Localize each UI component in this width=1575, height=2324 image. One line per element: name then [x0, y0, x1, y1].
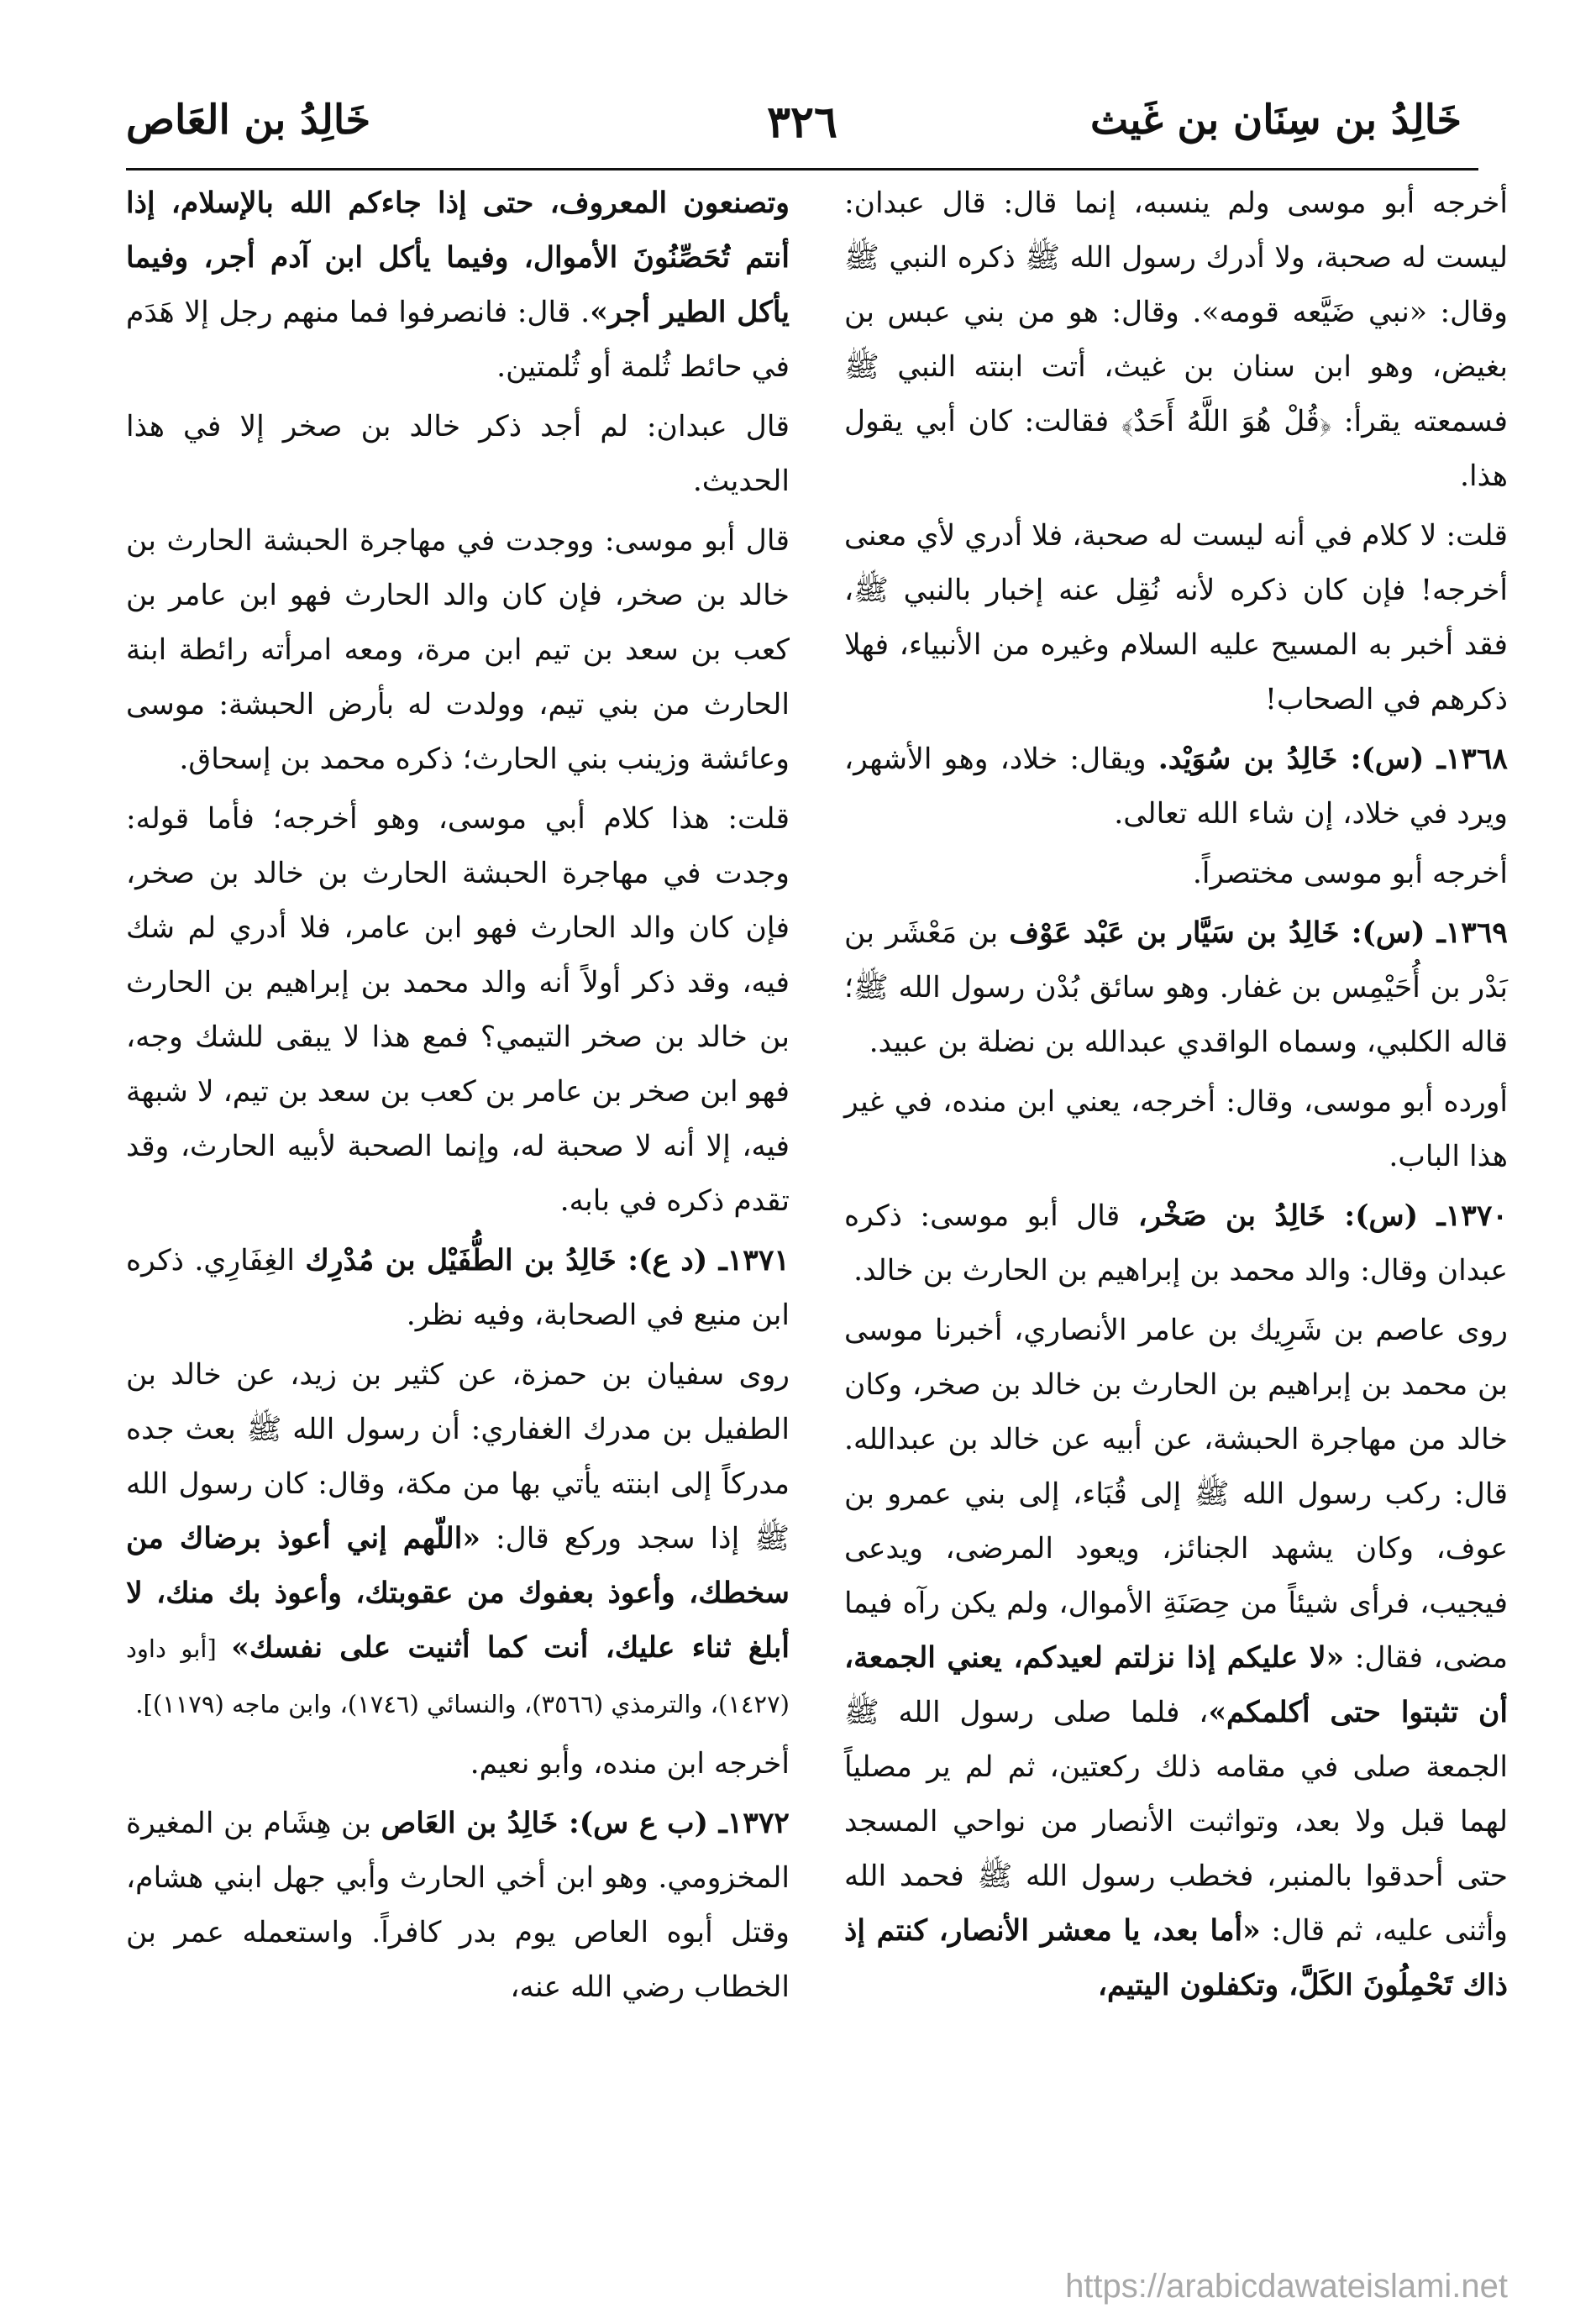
paragraph-text: روى سفيان بن حمزة، عن كثير بن زيد، عن خالد بن الطفيل بن مدرك الغفاري: أن رسول الله ﷺ بعث جده مدركاً إلى ابنته يأتي بها من مكة، وقال: كان رسول الله ﷺ إذا سجد وركع قال:	[126, 1358, 790, 1555]
paragraph	[844, 1304, 1508, 2013]
paragraph	[126, 1348, 790, 1732]
running-title-left: خَالِدُ بن العَاص	[126, 97, 371, 144]
citation-reference: [أبو داود (١٤٢٧)، والترمذي (٣٥٦٦)، والنسائي (١٧٤٦)، وابن ماجه (١١٧٩)].	[126, 1634, 790, 1718]
paragraph: قلت: لا كلام في أنه ليست له صحبة، فلا أدري لأي معنى أخرجه! فإن كان ذكره لأنه نُقِل عنه إخبار بالنبي ﷺ، فقد أخبر به المسيح عليه السلام وغيره من الأنبياء، فهلا ذكرهم في الصحاب!	[844, 519, 1508, 716]
paragraph	[126, 176, 790, 395]
entry-heading: ١٣٦٨ـ (س): خَالِدُ بن سُوَيْد.	[1158, 742, 1508, 776]
hadith-quote: «اللّهم إني أعوذ برضاك من سخطك، وأعوذ بعفوك من عقوبتك، وأعوذ بك منك، لا أبلغ ثناء عليك، أنت كما أثنيت على نفسك»	[126, 1522, 790, 1665]
paragraph-text: ، فلما صلى رسول الله ﷺ الجمعة صلى في مقامه ذلك ركعتين، ثم لم ير مصلياً لهما قبل ولا بعد، وتواثبت الأنصار من نواحي المسجد حتى أحدقوا بالمنبر، فخطب رسول الله ﷺ فحمد الله وأثنى عليه، ثم قال:	[844, 1696, 1508, 1948]
paragraph-text: روى عاصم بن شَرِيك بن عامر الأنصاري، أخبرنا موسى بن محمد بن إبراهيم بن الحارث بن خالد بن صخر، وكان خالد من مهاجرة الحبشة، عن أبيه عن خالد بن عبدالله. قال: ركب رسول الله ﷺ إلى قُبَاء، إلى بني عمرو بن عوف، وكان يشهد الجنائز، ويعود المرضى، ويدعى فيجيب، فرأى شيئاً من حِصَنَةِ الأموال، ولم يكن رآه فيما مضى، فقال:	[844, 1314, 1508, 1675]
entry-heading: ١٣٧٠ـ (س): خَالِدُ بن صَخْر،	[1137, 1199, 1508, 1233]
entry-text: ويقال: خلاد، وهو الأشهر، ويرد في خلاد، إن شاء الله تعالى.	[844, 742, 1508, 831]
running-title-right: خَالِدُ بن سِنَان بن غَيث	[1089, 97, 1462, 144]
page-number: ٣٢٦	[767, 97, 837, 148]
biography-entry	[844, 732, 1508, 842]
paragraph: أورده أبو موسى، وقال: أخرجه، يعني ابن منده، في غير هذا الباب.	[844, 1085, 1508, 1173]
right-column	[844, 176, 1508, 2018]
entry-heading: ١٣٧١ـ (د ع): خَالِدُ بن الطُّفَيْل بن مُدْرِك	[305, 1244, 790, 1277]
entry-heading: ١٣٧٢ـ (ب ع س): خَالِدُ بن العَاص	[381, 1807, 790, 1840]
left-column	[126, 176, 790, 2020]
biography-entry	[844, 906, 1508, 1070]
paragraph-text: . قال: فانصرفوا فما منهم رجل إلا هَدَم في حائط ثُلمة أو ثُلمتين.	[126, 296, 790, 384]
entry-heading: ١٣٦٩ـ (س): خَالِدُ بن سَيَّار بن عَبْد عَوْف	[1009, 916, 1508, 950]
paragraph: أخرجه ابن منده، وأبو نعيم.	[470, 1747, 790, 1781]
entry-text: قال أبو موسى: ذكره عبدان وقال: والد محمد بن إبراهيم بن الحارث بن خالد.	[844, 1199, 1508, 1288]
biography-entry	[126, 1234, 790, 1343]
paragraph: قلت: هذا كلام أبي موسى، وهو أخرجه؛ فأما قوله: وجدت في مهاجرة الحبشة الحارث بن خالد بن صخر، فإن كان والد الحارث فهو ابن عامر، فلا أدري لم شك فيه، وقد ذكر أولاً أنه والد محمد بن إبراهيم بن الحارث بن خالد بن صخر التيمي؟ فمع هذا لا يبقى للشك وجه، فهو ابن صخر بن عامر بن كعب بن سعد بن تيم، لا شبهة فيه، إلا أنه لا صحبة له، وإنما الصحبة لأبيه الحارث، وقد تقدم ذكره في بابه.	[126, 802, 790, 1218]
paragraph: أخرجه أبو موسى مختصراً.	[1192, 857, 1508, 890]
hadith-quote: «أما بعد، يا معشر الأنصار، كنتم إذ ذاك تَحْمِلُونَ الكَلَّ، وتكفلون اليتيم،	[844, 1914, 1508, 2002]
biography-entry	[126, 1797, 790, 2015]
paragraph: قال عبدان: لم أجد ذكر خالد بن صخر إلا في هذا الحديث.	[126, 410, 790, 498]
entry-text: بن هِشَام بن المغيرة المخزومي. وهو ابن أخي الحارث وأبي جهل ابني هشام، وقتل أبوه العاص يوم بدر كافراً. واستعمله عمر بن الخطاب رضي الله عنه،	[126, 1807, 790, 2004]
entry-text: الغِفَارِي. ذكره ابن منيع في الصحابة، وفيه نظر.	[126, 1244, 790, 1332]
paragraph: أخرجه أبو موسى ولم ينسبه، إنما قال: قال عبدان: ليست له صحبة، ولا أدرك رسول الله ﷺ ذكره النبي ﷺ وقال: «نبي ضَيَّعه قومه». وقال: هو من بني عبس بن بغيض، وهو ابن سنان بن غيث، أتت ابنته النبي ﷺ فسمعته يقرأ: ﴿قُلْ هُوَ اللَّهُ أَحَدٌ﴾ فقالت: كان أبي يقول هذا.	[844, 186, 1508, 493]
biography-entry	[844, 1189, 1508, 1298]
entry-text: بن مَعْشَر بن بَدْر بن أُحَيْمِس بن غفار. وهو سائق بُدْن رسول الله ﷺ؛ قاله الكلبي، وسماه الواقدي عبدالله بن نضلة بن عبيد.	[844, 916, 1508, 1059]
paragraph: قال أبو موسى: ووجدت في مهاجرة الحبشة الحارث بن خالد بن صخر، فإن كان والد الحارث فهو ابن عامر بن كعب بن سعد بن تيم ابن مرة، ومعه امرأته رائطة ابنة الحارث من بني تيم، وولدت له بأرض الحبشة: موسى وعائشة وزينب بني الحارث؛ ذكره محمد بن إسحاق.	[126, 524, 790, 776]
hadith-quote: وتصنعون المعروف، حتى إذا جاءكم الله بالإسلام، إذا أنتم تُحَصِّنُونَ الأموال، وفيما يأكل ابن آدم أجر، وفيما يأكل الطير أجر»	[126, 186, 790, 329]
page-header	[126, 88, 1478, 170]
watermark-url: https://arabicdawateislami.net	[1065, 2268, 1508, 2305]
hadith-quote: «لا عليكم إذا نزلتم لعيدكم، يعني الجمعة، أن تثبتوا حتى أكلمكم»	[844, 1641, 1508, 1729]
